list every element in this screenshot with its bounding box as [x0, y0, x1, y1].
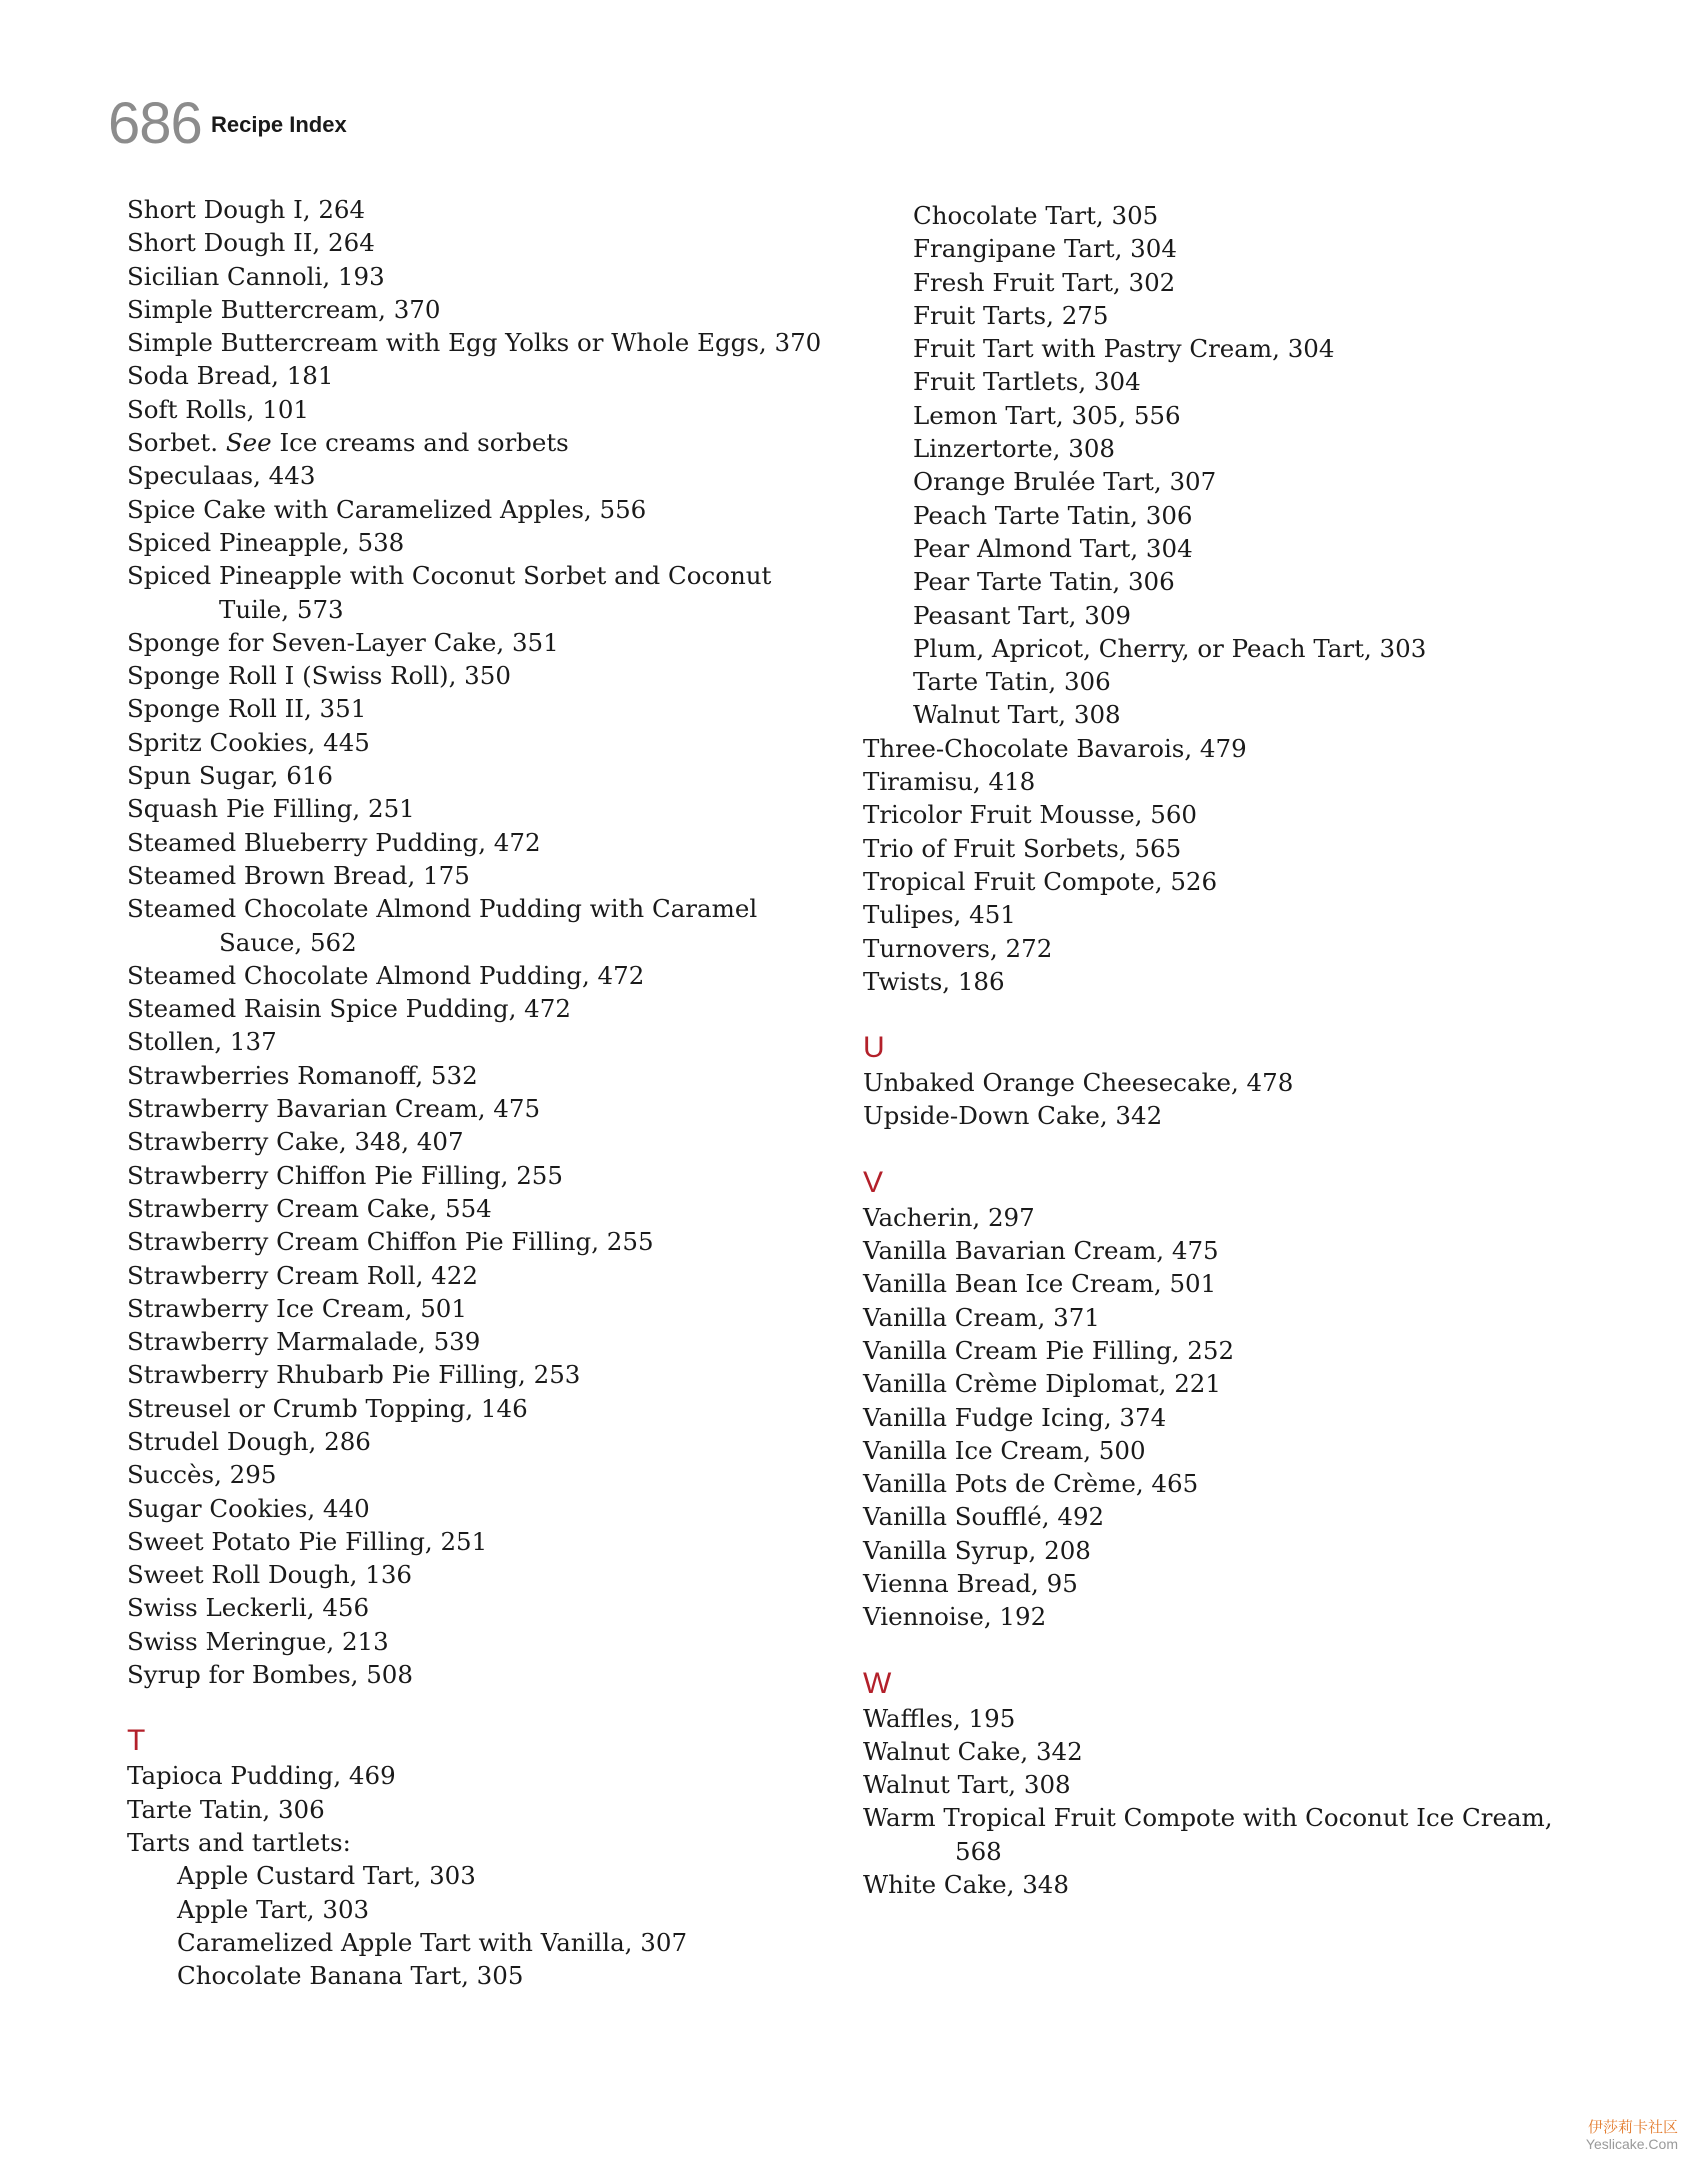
index-entry: Sponge for Seven-Layer Cake, 351 [127, 627, 559, 657]
watermark-en: Yeslicake.Com [1585, 2136, 1678, 2152]
entry-term: Sorbet. [127, 428, 226, 458]
index-subentry: Plum, Apricot, Cherry, or Peach Tart, 303 [913, 633, 1427, 663]
index-entry: Vacherin, 297 [863, 1202, 1035, 1232]
index-subentry: Fruit Tartlets, 304 [913, 367, 1141, 397]
index-entry: Sponge Roll I (Swiss Roll), 350 [127, 661, 511, 691]
index-entry: Spritz Cookies, 445 [127, 727, 370, 757]
index-entry: Unbaked Orange Cheesecake, 478 [863, 1068, 1294, 1098]
index-entry: Walnut Tart, 308 [863, 1770, 1071, 1800]
index-entry [863, 1801, 1603, 1868]
index-entry: Twists, 186 [863, 966, 1005, 996]
page-number: 686 [108, 91, 202, 156]
index-entry: Vanilla Pots de Crème, 465 [863, 1469, 1199, 1499]
index-entry: Steamed Brown Bread, 175 [127, 860, 470, 890]
index-entry: Short Dough I, 264 [127, 195, 366, 224]
index-entry: Spun Sugar, 616 [127, 761, 334, 791]
index-entry: Tarts and tartlets: [127, 1827, 351, 1857]
index-subentry: Fruit Tarts, 275 [913, 300, 1109, 330]
entry-continuation: Tuile, 573 [219, 594, 344, 624]
index-entry: Tropical Fruit Compote, 526 [863, 866, 1218, 896]
index-entry: Viennoise, 192 [863, 1602, 1047, 1632]
index-entry: Sponge Roll II, 351 [127, 694, 367, 724]
index-column-left [127, 193, 827, 1992]
section-letter: T [127, 1724, 146, 1758]
index-entry: Steamed Blueberry Pudding, 472 [127, 827, 541, 857]
index-entry: Stollen, 137 [127, 1027, 277, 1057]
index-entry: Tricolor Fruit Mousse, 560 [863, 800, 1198, 830]
index-entry: Upside-Down Cake, 342 [863, 1101, 1163, 1131]
index-entry: Tarte Tatin, 306 [127, 1794, 325, 1824]
index-entry: Simple Buttercream with Egg Yolks or Whole Eggs, 370 [127, 328, 822, 358]
index-entry: Swiss Meringue, 213 [127, 1626, 389, 1656]
index-entry: Squash Pie Filling, 251 [127, 794, 415, 824]
index-entry: Vanilla Ice Cream, 500 [863, 1435, 1146, 1465]
index-entry: Three-Chocolate Bavarois, 479 [863, 733, 1247, 763]
index-entry: Walnut Cake, 342 [863, 1736, 1083, 1766]
index-entry: Strawberries Romanoff, 532 [127, 1060, 478, 1090]
section-letter: V [863, 1165, 884, 1199]
running-title: Recipe Index [211, 112, 347, 137]
section-letter: W [863, 1666, 892, 1700]
entry-text: Spiced Pineapple with Coconut Sorbet and Coconut [127, 561, 772, 591]
index-subentry: Pear Tarte Tatin, 306 [913, 567, 1175, 597]
index-entry: Vanilla Cream Pie Filling, 252 [863, 1335, 1235, 1365]
index-subentry: Caramelized Apple Tart with Vanilla, 307 [177, 1927, 688, 1957]
index-entry [127, 559, 827, 626]
index-subentry: Fruit Tart with Pastry Cream, 304 [913, 334, 1335, 364]
index-subentry: Frangipane Tart, 304 [913, 234, 1177, 264]
index-subentry: Walnut Tart, 308 [913, 700, 1121, 730]
index-entry: Steamed Chocolate Almond Pudding, 472 [127, 960, 645, 990]
index-entry: Strawberry Chiffon Pie Filling, 255 [127, 1160, 563, 1190]
index-entry: Strawberry Cream Roll, 422 [127, 1260, 478, 1290]
index-entry: Spiced Pineapple, 538 [127, 527, 405, 557]
entry-text: Warm Tropical Fruit Compote with Coconut Ice Cream, [863, 1803, 1553, 1833]
index-subentry: Linzertorte, 308 [913, 434, 1115, 464]
index-entry: Sweet Potato Pie Filling, 251 [127, 1526, 488, 1556]
index-entry: Strawberry Ice Cream, 501 [127, 1293, 467, 1323]
index-entry: Sweet Roll Dough, 136 [127, 1560, 413, 1590]
watermark-cn: 伊莎莉卡社区 [1587, 2119, 1678, 2136]
index-entry: Simple Buttercream, 370 [127, 294, 441, 324]
index-entry: Sicilian Cannoli, 193 [127, 261, 385, 291]
index-subentry: Peasant Tart, 309 [913, 600, 1132, 630]
index-entry: White Cake, 348 [863, 1870, 1069, 1900]
see-target: Ice creams and sorbets [271, 428, 569, 458]
index-entry: Sugar Cookies, 440 [127, 1493, 370, 1523]
index-entry: Speculaas, 443 [127, 461, 316, 491]
index-entry: Strawberry Cream Chiffon Pie Filling, 255 [127, 1227, 654, 1257]
index-entry: Vanilla Fudge Icing, 374 [863, 1402, 1167, 1432]
index-subentry: Apple Custard Tart, 303 [177, 1861, 476, 1891]
index-entry: Tulipes, 451 [863, 900, 1016, 930]
index-entry: Vanilla Bean Ice Cream, 501 [863, 1269, 1217, 1299]
index-entry: Short Dough II, 264 [127, 228, 375, 258]
entry-text: Steamed Chocolate Almond Pudding with Caramel [127, 894, 758, 924]
index-entry: Soda Bread, 181 [127, 361, 334, 391]
index-entry: Strawberry Bavarian Cream, 475 [127, 1094, 541, 1124]
index-entry: Vanilla Soufflé, 492 [863, 1502, 1105, 1532]
index-entry: Streusel or Crumb Topping, 146 [127, 1393, 528, 1423]
index-entry: Succès, 295 [127, 1460, 277, 1490]
entry-continuation: Sauce, 562 [219, 927, 357, 957]
index-entry: Vanilla Crème Diplomat, 221 [863, 1369, 1221, 1399]
index-entry: Strawberry Cake, 348, 407 [127, 1127, 464, 1157]
index-entry: Vanilla Bavarian Cream, 475 [863, 1236, 1219, 1266]
section-letter: U [863, 1031, 885, 1065]
index-entry: Soft Rolls, 101 [127, 394, 310, 424]
index-entry: Waffles, 195 [863, 1703, 1016, 1733]
index-entry: Vienna Bread, 95 [863, 1568, 1078, 1598]
index-entry: Strawberry Rhubarb Pie Filling, 253 [127, 1360, 581, 1390]
index-subentry: Chocolate Banana Tart, 305 [177, 1961, 524, 1991]
index-subentry: Lemon Tart, 305, 556 [913, 400, 1181, 430]
index-entry: Swiss Leckerli, 456 [127, 1593, 370, 1623]
index-entry-cross-reference [127, 426, 827, 459]
index-entry: Strawberry Cream Cake, 554 [127, 1193, 492, 1223]
index-column-right [863, 199, 1603, 1901]
index-subentry: Peach Tarte Tatin, 306 [913, 500, 1193, 530]
index-entry: Turnovers, 272 [863, 933, 1053, 963]
index-subentry: Apple Tart, 303 [177, 1894, 370, 1924]
index-subentry: Orange Brulée Tart, 307 [913, 467, 1217, 497]
index-entry: Tiramisu, 418 [863, 767, 1036, 797]
index-entry: Vanilla Cream, 371 [863, 1302, 1100, 1332]
index-subentry: Pear Almond Tart, 304 [913, 533, 1193, 563]
watermark [1586, 2120, 1678, 2152]
index-entry: Syrup for Bombes, 508 [127, 1660, 413, 1690]
index-entry: Strawberry Marmalade, 539 [127, 1327, 481, 1357]
entry-continuation: 568 [955, 1836, 1002, 1866]
index-subentry: Chocolate Tart, 305 [913, 201, 1159, 230]
index-subentry: Tarte Tatin, 306 [913, 667, 1111, 697]
index-entry: Vanilla Syrup, 208 [863, 1535, 1091, 1565]
index-entry: Strudel Dough, 286 [127, 1426, 371, 1456]
index-entry: Steamed Raisin Spice Pudding, 472 [127, 994, 571, 1024]
see-reference: See [225, 428, 272, 458]
index-subentry: Fresh Fruit Tart, 302 [913, 267, 1176, 297]
index-entry: Tapioca Pudding, 469 [127, 1761, 396, 1791]
index-entry: Spice Cake with Caramelized Apples, 556 [127, 494, 647, 524]
index-entry [127, 892, 827, 959]
index-entry: Trio of Fruit Sorbets, 565 [863, 833, 1182, 863]
